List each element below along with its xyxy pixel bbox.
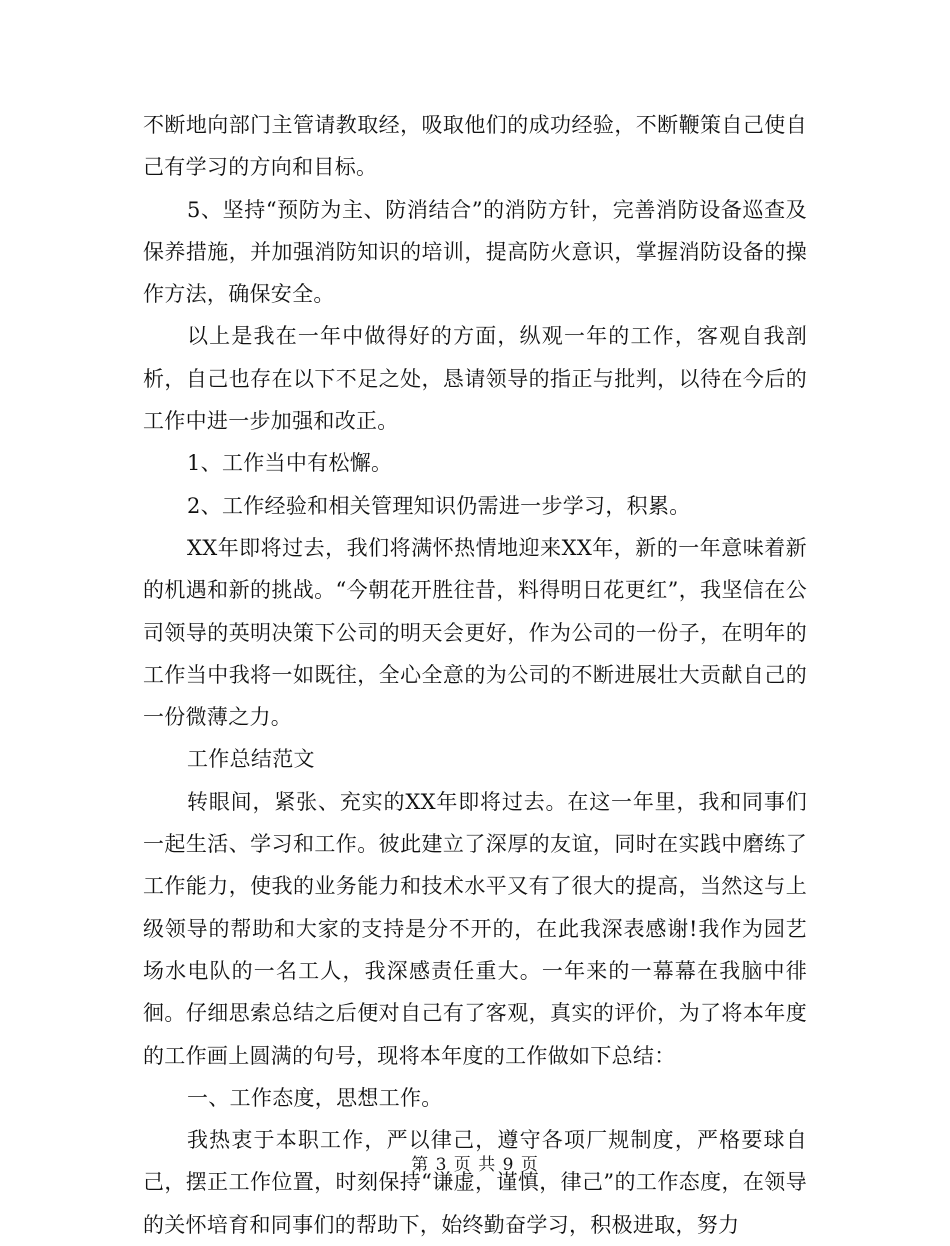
paragraph-5: 2、工作经验和相关管理知识仍需进一步学习，积累。 <box>187 493 691 518</box>
subheading-1: 一、工作态度，思想工作。 <box>187 1085 443 1110</box>
section-heading: 工作总结范文 <box>187 747 315 772</box>
paragraph-6: XX年即将过去，我们将满怀热情地迎来XX年，新的一年意味着新的机遇和新的挑战。“今朝花开胜往昔，料得明日花更红”，我坚信在公司领导的英明决策下公司的明天会更好，作为公司的一份子，在明年的工作当中我将一如既往，全心全意的为公司的不断进展壮大贡献自己的一份微薄之力。 <box>143 535 807 730</box>
paragraph-3: 以上是我在一年中做得好的方面，纵观一年的工作，客观自我剖析，自己也存在以下不足之处，恳请领导的指正与批判，以待在今后的工作中进一步加强和改正。 <box>143 324 807 434</box>
paragraph-1: 不断地向部门主管请教取经，吸取他们的成功经验，不断鞭策自己使自己有学习的方向和目标。 <box>143 113 807 180</box>
paragraph-2: 5、坚持“预防为主、防消结合”的消防方针，完善消防设备巡查及保养措施，并加强消防知识的培训，提高防火意识，掌握消防设备的操作方法，确保安全。 <box>143 197 807 307</box>
page-number-footer: 第 3 页 共 9 页 <box>411 1155 539 1175</box>
paragraph-7: 转眼间，紧张、充实的XX年即将过去。在这一年里，我和同事们一起生活、学习和工作。彼此建立了深厚的友谊，同时在实践中磨练了工作能力，使我的业务能力和技术水平又有了很大的提高，当然这与上级领导的帮助和大家的支持是分不开的，在此我深表感谢!我作为园艺场水电队的一名工人，我深感责任重大。一年来的一幕幕在我脑中徘徊。仔细思索总结之后便对自己有了客观，真实的评价，为了将本年度的工作画上圆满的句号，现将本年度的工作做如下总结： <box>143 789 807 1068</box>
document-body <box>143 104 807 1246</box>
paragraph-8: 我热衷于本职工作，严以律己，遵守各项厂规制度，严格要球自己，摆正工作位置，时刻保持“谦虚，谨慎，律己”的工作态度，在领导的关怀培育和同事们的帮助下，始终勤奋学习，积极进取，努力 <box>143 1128 807 1237</box>
paragraph-4: 1、工作当中有松懈。 <box>187 451 393 476</box>
